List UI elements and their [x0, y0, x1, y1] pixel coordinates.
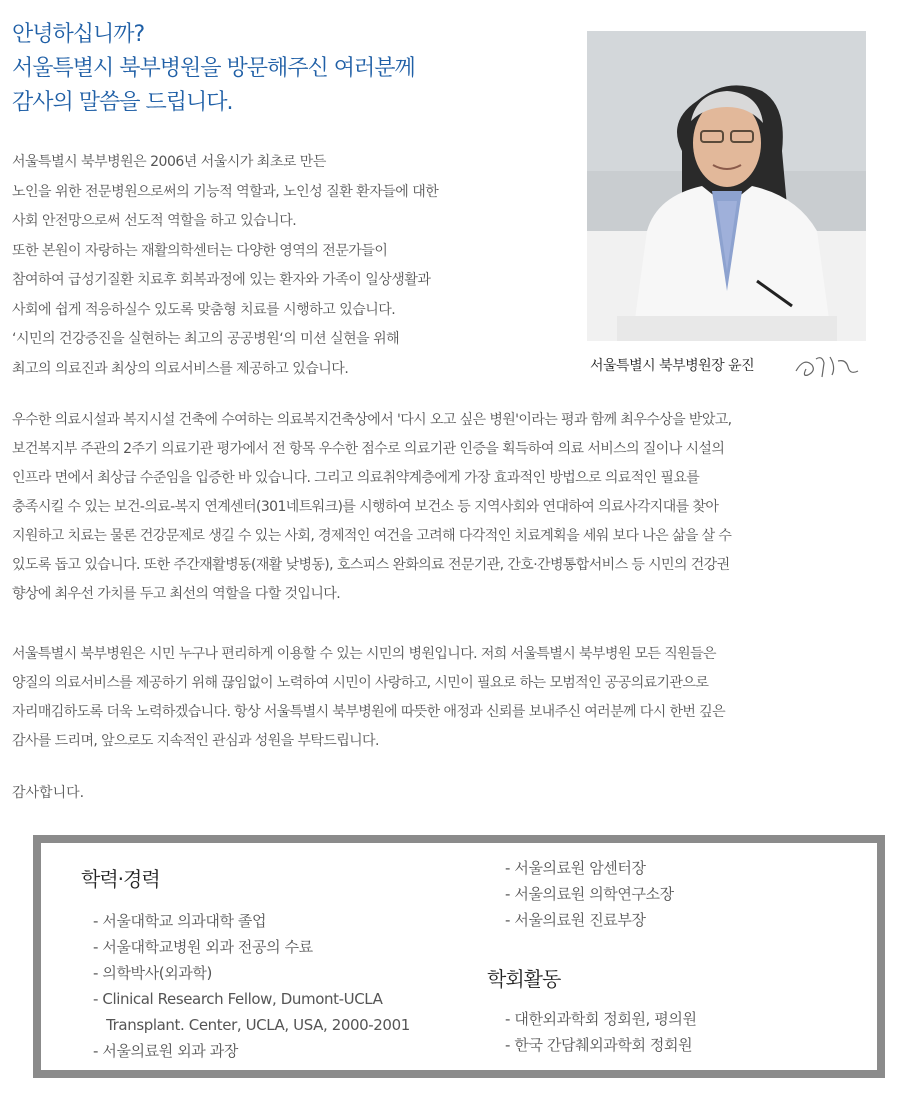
director-caption — [590, 355, 880, 385]
intro-line: 사회 안전망으로써 선도적 역할을 하고 있습니다. — [12, 213, 297, 229]
intro-line: 노인을 위한 전문병원으로써의 기능적 역할과, 노인성 질환 환자들에 대한 — [12, 183, 439, 200]
intro-line: 사회에 쉽게 적응하실수 있도록 맞춤형 치료를 시행하고 있습니다. — [12, 301, 396, 318]
list-item: Transplant. Center, UCLA, USA, 2000-2001 — [93, 1016, 410, 1034]
paragraph-line: 양질의 의료서비스를 제공하기 위해 끊임없이 노력하여 시민이 사랑하고, 시민이 필요로 하는 모범적인 공공의료기관으로 — [12, 675, 709, 691]
paragraph-line: 자리매김하도록 더욱 노력하겠습니다. 항상 서울특별시 북부병원에 따뜻한 애정과 신뢰를 보내주신 여러분께 다시 한번 깊은 — [12, 704, 726, 720]
career-list — [93, 908, 410, 1064]
career-title: 학력·경력 — [81, 867, 160, 891]
greeting-headline — [12, 18, 572, 120]
intro-line: 서울특별시 북부병원은 2006년 서울시가 최초로 만든 — [12, 154, 326, 170]
list-item: - 서울의료원 외과 과장 — [93, 1042, 238, 1060]
societies-title: 학회활동 — [487, 967, 561, 991]
paragraph-line: 보건복지부 주관의 2주기 의료기관 평가에서 전 항목 우수한 점수로 의료기관 인증을 획득하여 의료 서비스의 질이나 시설의 — [12, 441, 725, 457]
director-signature — [792, 349, 862, 383]
paragraph-line: 감사를 드리며, 앞으로도 지속적인 관심과 성원을 부탁드립니다. — [12, 733, 379, 749]
paragraph-line: 지원하고 치료는 물론 건강문제로 생길 수 있는 사회, 경제적인 여건을 고려해 다각적인 치료계획을 세워 보다 나은 삶을 살 수 — [12, 528, 732, 544]
paragraph-commitment — [12, 640, 902, 756]
intro-line: 최고의 의료진과 최상의 의료서비스를 제공하고 있습니다. — [12, 360, 349, 377]
director-name: 서울특별시 북부병원장 윤진 — [590, 358, 755, 374]
list-item: - 서울대학교 의과대학 졸업 — [93, 912, 267, 930]
intro-line: 참여하여 급성기질환 치료후 회복과정에 있는 환자와 가족이 일상생활과 — [12, 272, 431, 288]
list-item: - 한국 간담췌외과학회 정회원 — [505, 1036, 693, 1054]
profile-box — [33, 835, 885, 1078]
director-photo — [587, 31, 866, 341]
societies-list — [505, 1006, 697, 1058]
list-item: - 서울의료원 암센터장 — [505, 859, 646, 877]
list-item: - Clinical Research Fellow, Dumont-UCLA — [93, 990, 383, 1008]
paragraph-line: 서울특별시 북부병원은 시민 누구나 편리하게 이용할 수 있는 시민의 병원입니다. 저희 서울특별시 북부병원 모든 직원들은 — [12, 646, 716, 662]
list-item: - 서울대학교병원 외과 전공의 수료 — [93, 938, 313, 956]
paragraph-line: 있도록 돕고 있습니다. 또한 주간재활병동(재활 낮병동), 호스피스 완화의료 전문기관, 간호·간병통합서비스 등 시민의 건강권 — [12, 557, 730, 573]
list-item: - 대한외과학회 정회원, 평의원 — [505, 1010, 697, 1028]
intro-line: 또한 본원이 자랑하는 재활의학센터는 다양한 영역의 전문가들이 — [12, 242, 388, 259]
career-list-continued — [505, 855, 674, 933]
intro-line: ‘시민의 건강증진을 실현하는 최고의 공공병원‘의 미션 실현을 위해 — [12, 331, 400, 347]
headline-line: 서울특별시 북부병원을 방문해주신 여러분께 — [12, 56, 415, 81]
closing-text: 감사합니다. — [12, 785, 85, 801]
headline-line: 감사의 말씀을 드립니다. — [12, 90, 233, 115]
paragraph-line: 향상에 최우선 가치를 두고 최선의 역할을 다할 것입니다. — [12, 586, 341, 602]
paragraph-line: 우수한 의료시설과 복지시설 건축에 수여하는 의료복지건축상에서 '다시 오고 싶은 병원'이라는 평과 함께 최우수상을 받았고, — [12, 412, 732, 428]
paragraph-line: 충족시킬 수 있는 보건-의료-복지 연계센터(301네트워크)를 시행하여 보건소 등 지역사회와 연대하여 의료사각지대를 찾아 — [12, 499, 719, 515]
list-item: - 의학박사(외과학) — [93, 964, 212, 982]
intro-text — [12, 148, 572, 384]
list-item: - 서울의료원 진료부장 — [505, 911, 646, 929]
list-item: - 서울의료원 의학연구소장 — [505, 885, 674, 903]
paragraph-achievements — [12, 406, 902, 609]
headline-line: 안녕하십니까? — [12, 22, 145, 47]
paragraph-line: 인프라 면에서 최상급 수준임을 입증한 바 있습니다. 그리고 의료취약계층에게 가장 효과적인 방법으로 의료적인 필요를 — [12, 470, 700, 486]
